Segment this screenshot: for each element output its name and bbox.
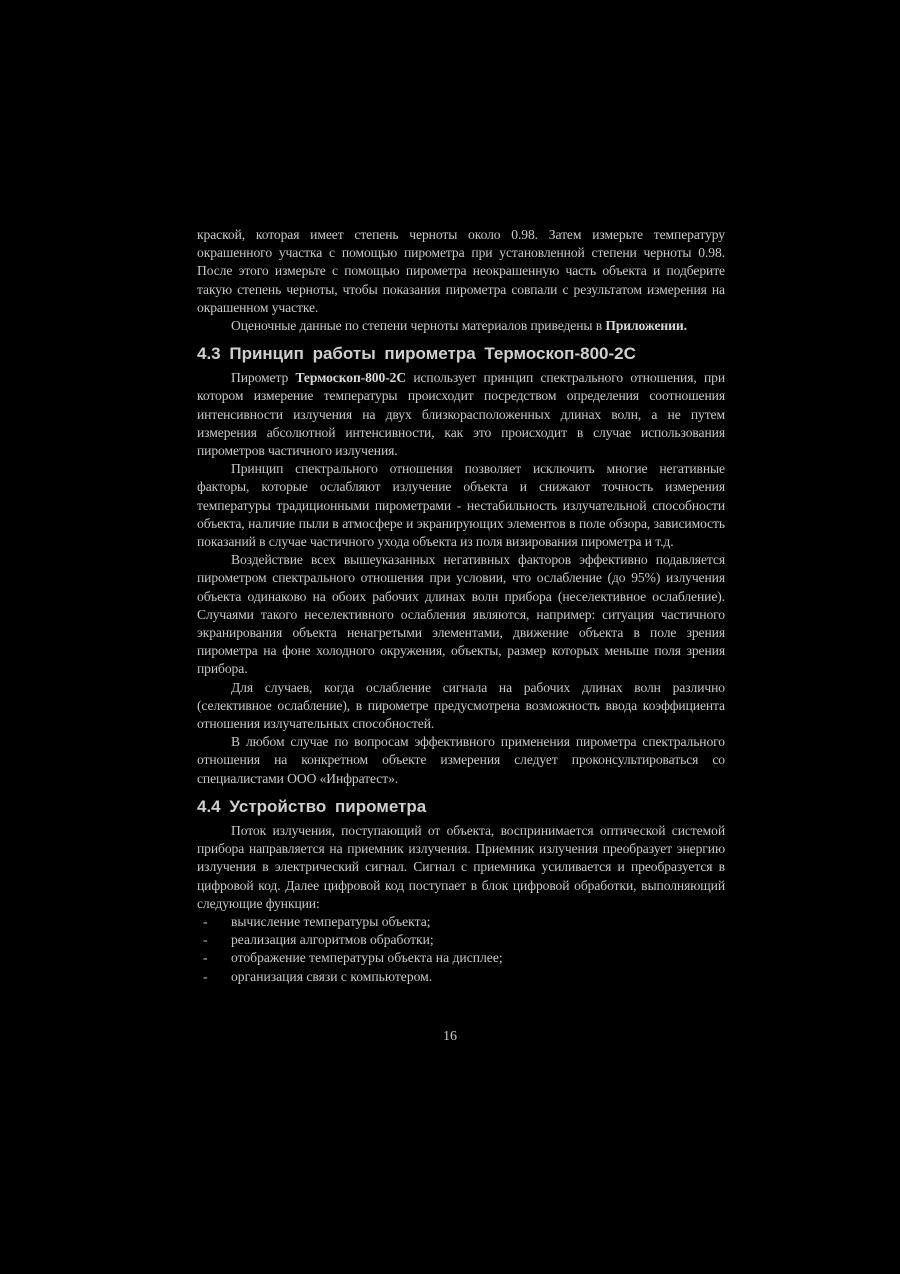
section-4-3-paragraph-5: В любом случае по вопросам эффективного применения пирометра спектрального отношения на конкретном объекте измерения следует проконсультироваться со специалистами ООО «Инфратест».	[197, 734, 725, 786]
estimates-text: Оценочные данные по степени черноты материалов приведены в	[231, 318, 606, 334]
list-item	[197, 968, 725, 986]
dash-bullet: -	[203, 932, 208, 948]
section-4-4-heading: 4.4 Устройство пирометра	[197, 796, 427, 816]
device-name-bold: Термоскоп-800-2С	[295, 370, 407, 386]
section-4-4-paragraph-1: Поток излучения, поступающий от объекта, воспринимается оптической системой прибора направляется на приемник излучения. Приемник излучения преобразует энергию излучения в электрический сигнал. Сигнал с приемника усиливается и преобразуется в цифровой код. Далее цифровой код поступает в блок цифровой обработки, выполняющий следующие функции:	[197, 822, 725, 911]
paragraph-intro: краской, которая имеет степень черноты около 0.98. Затем измерьте температуру окрашенного участка с помощью пирометра при установленной степени черноты 0.98. После этого измерьте с помощью пирометра неокрашенную часть объекта и подберите такую степень черноты, чтобы показания пирометра совпали с результатом измерения на окрашенном участке.	[197, 227, 725, 315]
section-4-3-heading: 4.3 Принцип работы пирометра Термоскоп-800-2С	[197, 344, 636, 364]
paragraph-estimates	[197, 317, 725, 335]
section-4-3-paragraph-1	[197, 369, 725, 460]
p1-pre-text: Пирометр	[231, 370, 296, 386]
list-item-text: реализация алгоритмов обработки;	[231, 932, 434, 948]
dash-bullet: -	[203, 913, 208, 929]
list-item-text: вычисление температуры объекта;	[231, 913, 431, 929]
list-item-text: организация связи с компьютером.	[231, 968, 433, 984]
p1-post-text: использует принцип спектрального отношения, при котором измерение температуры происходит посредством определения соотношения интенсивности излучения на двух близкорасположенных длинах волн, а не путем измерения абсолютной интенсивности, как это происходит в случае использования пирометров частичного излучения.	[197, 370, 726, 459]
list-item	[197, 949, 725, 967]
list-item	[197, 931, 725, 949]
appendix-link-text: Приложении.	[605, 318, 687, 334]
section-4-3-paragraph-3: Воздействие всех вышеуказанных негативных факторов эффективно подавляется пирометром спектрального отношения при условии, что ослабление (до 95%) излучения объекта одинаково на обоих рабочих длинах волн прибора (неселективное ослабление). Случаями такого неселективного ослабления являются, например: ситуация частичного экранирования объекта ненагретыми элементами, движение объекта в поле зрения пирометра на фоне холодного окружения, объекты, размер которых меньше поля зрения прибора.	[197, 552, 725, 677]
section-4-3-paragraph-4: Для случаев, когда ослабление сигнала на рабочих длинах волн различно (селективное ослабление), в пирометре предусмотрена возможность ввода коэффициента отношения излучательных способностей.	[197, 679, 725, 732]
page-number: 16	[443, 1029, 457, 1044]
dash-bullet: -	[203, 950, 208, 966]
list-item	[197, 913, 725, 931]
section-4-3-paragraph-2: Принцип спектрального отношения позволяет исключить многие негативные факторы, которые ослабляют излучение объекта и снижают точность измерения температуры традиционными пирометрами - нестабильность излучательной способности объекта, наличие пыли в атмосфере и экранирующих элементов в поле обзора, зависимость показаний в случае частичного ухода объекта из поля визирования пирометра и т.д.	[197, 461, 725, 550]
dash-bullet: -	[203, 968, 208, 984]
list-item-text: отображение температуры объекта на дисплее;	[231, 950, 503, 966]
document-page	[197, 226, 725, 986]
functions-list	[197, 913, 725, 986]
